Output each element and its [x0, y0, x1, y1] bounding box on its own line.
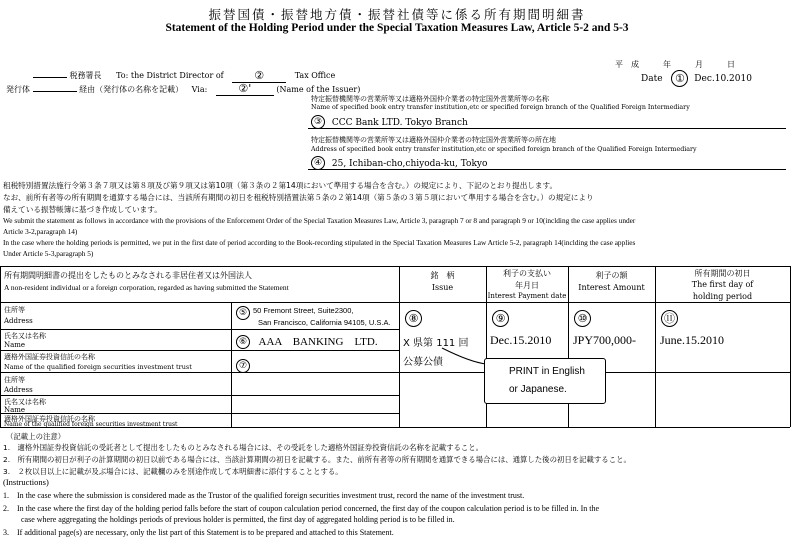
first-day-marker: ⑪: [661, 310, 678, 327]
head-first-en2: holding period: [692, 292, 753, 301]
head-amount-jp: 利子の額: [595, 271, 628, 280]
intermediary-name-row[interactable]: [311, 115, 468, 129]
row2-name-jp: 氏名又は名称: [4, 398, 46, 406]
row2-address-en: Address: [4, 386, 33, 394]
row-trust-jp: 適格外国証券投資信託の名称: [4, 353, 95, 361]
statement-jp3: 備えている振替帳簿に基づき作成しています。: [3, 205, 162, 214]
to-en: To: the District Director of: [116, 71, 224, 80]
address-marker: ⑤: [236, 306, 250, 320]
head-left-en: A non-resident individual or a foreign corporation, regarded as having submitted the Statement: [4, 283, 289, 292]
notes-en-1: 1. In the case where the submission is considered made as the Trustor of the qualified foreign securities investment trust, record the name of the investment trust.: [3, 491, 525, 500]
intermediary-name-label-jp: 特定振替機関等の営業所等又は適格外国仲介業者の特定国外営業所等の名称: [311, 95, 549, 103]
row2-address-jp: 住所等: [4, 376, 25, 384]
statement-en1: We submit the statement as follows in accordance with the provisions of the Enforcement Order of the Special Taxation Measures Law, Article 3, paragraph 7 or 8 and paragraph 9 or 10(inclding the case applies under: [3, 216, 636, 225]
row-divider-1: [0, 329, 399, 330]
issue-marker-cell: [405, 308, 422, 327]
head-date-jp1: 利子の支払い: [503, 269, 551, 278]
intermediary-addr-rule: [308, 169, 786, 170]
statement-en4: Under Article 5-3,paragraph 5): [3, 249, 94, 258]
notes-jp-heading: （記載上の注意）: [6, 432, 66, 441]
title-jp: 振替国債・振替地方債・振替社債等に係る所有期間明細書: [208, 7, 586, 22]
row2-name-en: Name: [4, 406, 26, 414]
row-address-en: Address: [4, 317, 33, 325]
row2-trust-en: Name of the qualified foreign securities investment trust: [4, 421, 178, 428]
row-name-en: Name: [4, 341, 26, 349]
tax-office-marker: ②: [254, 69, 265, 82]
name-value[interactable]: AAA BANKING LTD.: [258, 336, 378, 348]
row-trust-en: Name of the qualified foreign securities investment trust: [4, 363, 192, 371]
issue-value1[interactable]: X 県第 111 回: [403, 338, 469, 349]
callout-line2: or Japanese.: [509, 384, 567, 395]
row-name-jp: 氏名又は名称: [4, 332, 46, 340]
table-header-border: [0, 302, 790, 303]
notes-en-2a: 2. In the case where the first day of the holding period falls before the start of coupon calculation period concerned, the first day of the coupon calculation period is to be filled in. In the: [3, 504, 600, 513]
name-cell[interactable]: [236, 333, 378, 349]
notes-en-3: 3. If additional page(s) are necessary, only the list part of this Statement is to be prepared and attached to this Statement.: [3, 528, 394, 537]
head-date-en: Interest Payment date: [487, 292, 567, 300]
intermediary-name-rule: [308, 128, 786, 129]
issuer-marker: ②': [238, 82, 252, 95]
head-date-jp2: 年月日: [515, 281, 539, 290]
notes-en-2b: case where aggregating the holdings periods of previous holder is permitted, the first day of aggregated holding period is to be filled in.: [21, 515, 455, 524]
issuer-row: [6, 82, 360, 96]
trust-cell[interactable]: [236, 355, 250, 374]
amount-marker-cell: [574, 308, 591, 327]
date-row: [641, 70, 752, 87]
date-label: Date: [641, 74, 663, 84]
intermediary-name-value[interactable]: CCC Bank LTD. Tokyo Branch: [331, 117, 468, 128]
date-marker-cell: [492, 308, 509, 327]
tax-office-en: Tax Office: [294, 71, 336, 80]
table-top-border: [0, 266, 790, 267]
address-cell[interactable]: [236, 306, 250, 325]
head-first-en1: The first day of: [691, 280, 754, 289]
interest-date-marker: ⑨: [492, 310, 509, 327]
head-left-jp: 所有期間明細書の提出をしたものとみなされる非居住者又は外国法人: [4, 271, 252, 280]
issuer-field[interactable]: [216, 82, 274, 96]
address-line1[interactable]: 50 Fremont Street, Suite2300,: [253, 306, 354, 315]
interest-amount-value[interactable]: JPY700,000-: [573, 333, 637, 347]
statement-jp1: 租税特別措置法施行令第３条７項又は第８項及び第９項又は第10項（第３条の２第14項において準用する場合を含む。）の規定により、下記のとおり提出します。: [3, 181, 558, 190]
head-amount-en: Interest Amount: [578, 283, 645, 292]
row-divider-2: [0, 350, 399, 351]
statement-jp2: なお、前所有者等の所有期間を通算する場合には、当該所有期間の初日を租税特別措置法第５条の２第14項（第５条の３第５項において準用する場合を含む。）の規定により: [3, 193, 594, 202]
head-issue-jp: 銘 柄: [430, 271, 455, 280]
callout-line1: PRINT in English: [509, 366, 585, 377]
via-jp: 経由（発行体の名称を記載）: [79, 85, 184, 94]
date-value[interactable]: Dec.10.2010: [694, 74, 752, 84]
issuer-en: (Name of the Issuer): [276, 85, 361, 94]
tax-office-jp: 税務署長: [69, 71, 102, 80]
notes-jp-2: 2. 所有期間の初日が利子の計算期間の初日以前である場合には、当該計算期間の初日を記載する。また、前所有者等の所有期間を通算できる場合には、通算した後の初日を記載すること。: [3, 455, 631, 464]
tax-office-blank[interactable]: [33, 77, 67, 78]
print-callout: [484, 358, 606, 404]
row2-trust-jp: 適格外国証券投資信託の名称: [4, 415, 95, 423]
table-right-border: [790, 266, 791, 427]
notes-en-heading: (Instructions): [3, 477, 49, 487]
intermediary-addr-label-jp: 特定振替機関等の営業所等又は適格外国仲介業者の特定国外営業所等の所在地: [311, 136, 556, 144]
via-en: Via:: [191, 85, 208, 94]
trust-marker: ⑦: [236, 359, 250, 373]
issue-marker: ⑧: [405, 310, 422, 327]
notes-jp-1: 1. 適格外国証券投資信託の受託者として提出をしたものとみなされる場合には、その受託をした適格外国証券投資信託の名称を記載すること。: [3, 443, 484, 452]
row-divider-3: [0, 372, 790, 373]
title-en: Statement of the Holding Period under the Special Taxation Measures Law, Article 5-2 and 5-3: [165, 22, 629, 34]
head-issue-en: Issue: [431, 283, 454, 292]
issuer-blank[interactable]: [33, 91, 77, 92]
col-divider-label: [231, 302, 232, 427]
intermediary-name-marker: ③: [311, 115, 325, 129]
intermediary-addr-value[interactable]: 25, Ichiban-cho,chiyoda-ku, Tokyo: [331, 158, 488, 169]
notes-jp-3: 3. ２枚以目以上に記載が及ぶ場合には、記載欄のみを別途作成して本明細書に添付することとする。: [3, 467, 343, 476]
interest-amount-marker: ⑩: [574, 310, 591, 327]
statement-en2: Article 3-2,paragraph 14): [3, 227, 78, 236]
era-date-label: 平 成 年 月 日: [615, 60, 735, 69]
head-first-jp: 所有期間の初日: [694, 269, 751, 278]
intermediary-addr-label-en: Address of specified book entry transfer institution,etc or specified foreign branch of the Qualified Foreign Intermediary: [311, 146, 697, 153]
issuer-jp: 発行体: [6, 85, 30, 94]
intermediary-addr-row[interactable]: [311, 156, 487, 170]
first-marker-cell: [661, 308, 678, 327]
address-line2[interactable]: San Francisco, California 94105, U.S.A.: [258, 318, 391, 327]
statement-en3: In the case where the holding periods is permitted, we put in the first date of period according to the Book-recording stipulated in the Special Taxation Measures Law Article 5-2, paragraph 14(inclding the case applies: [3, 238, 636, 247]
row-divider-4: [0, 395, 399, 396]
row-address-jp: 住所等: [4, 306, 25, 314]
first-day-value[interactable]: June.15.2010: [660, 333, 724, 347]
intermediary-addr-marker: ④: [311, 156, 325, 170]
table-left-border: [0, 266, 1, 427]
interest-date-value[interactable]: Dec.15.2010: [490, 333, 552, 347]
issue-value2[interactable]: 公募公債: [403, 357, 443, 368]
date-marker: ①: [671, 70, 688, 87]
col-divider-first: [655, 266, 656, 427]
name-marker: ⑥: [236, 335, 250, 349]
intermediary-name-label-en: Name of specified book entry transfer institution,etc or specified foreign branch of the Qualified Foreign Intermediary: [311, 104, 690, 111]
